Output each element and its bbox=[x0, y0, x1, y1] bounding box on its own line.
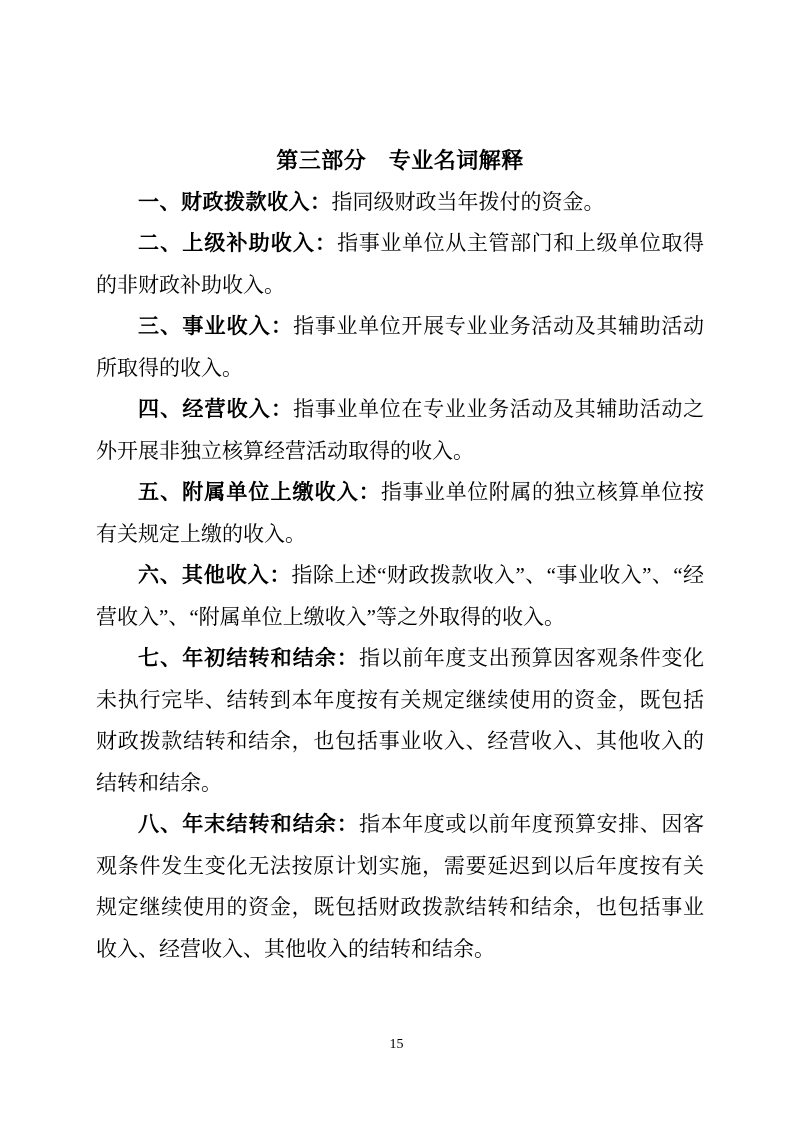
term-definition: 指除上述“财政拨款收入”、“事业收入”、“经营收入”、“附属单位上缴收入”等之外取得的收入。 bbox=[96, 563, 705, 629]
term-label: 一、财政拨款收入： bbox=[138, 190, 332, 214]
definition-paragraph bbox=[96, 389, 704, 472]
document-content bbox=[96, 140, 704, 970]
term-label: 二、上级补助收入： bbox=[138, 232, 338, 255]
page-title: 第三部分 专业名词解释 bbox=[276, 148, 524, 173]
term-definition: 指以前年度支出预算因客观条件变化未执行完毕、结转到本年度按有关规定继续使用的资金，既包括财政拨款结转和结余，也包括事业收入、经营收入、其他收入的结转和结余。 bbox=[96, 646, 704, 795]
term-definition: 指同级财政当年拨付的资金。 bbox=[331, 189, 605, 214]
page-number: 15 bbox=[389, 1037, 404, 1052]
definition-paragraph bbox=[96, 182, 704, 224]
definition-paragraph bbox=[96, 223, 704, 306]
term-label: 八、年末结转和结余： bbox=[138, 813, 359, 836]
term-label: 四、经营收入： bbox=[138, 398, 294, 421]
term-label: 七、年初结转和结余： bbox=[138, 647, 359, 670]
term-definition: 指事业单位在专业业务活动及其辅助活动之外开展非独立核算经营活动取得的收入。 bbox=[96, 397, 705, 463]
term-label: 六、其他收入： bbox=[138, 564, 292, 587]
term-label: 五、附属单位上缴收入： bbox=[138, 481, 381, 504]
term-definition: 指事业单位附属的独立核算单位按有关规定上缴的收入。 bbox=[96, 480, 705, 546]
definition-paragraph bbox=[96, 804, 704, 970]
definition-paragraph bbox=[96, 472, 704, 555]
term-definition: 指事业单位从主管部门和上级单位取得的非财政补助收入。 bbox=[96, 231, 705, 297]
definition-paragraph bbox=[96, 638, 704, 804]
term-definition: 指本年度或以前年度预算安排、因客观条件发生变化无法按原计划实施，需要延迟到以后年度按有关规定继续使用的资金，既包括财政拨款结转和结余，也包括事业收入、经营收入、其他收入的结转和结余。 bbox=[96, 812, 704, 961]
term-definition: 指事业单位开展专业业务活动及其辅助活动所取得的收入。 bbox=[96, 314, 705, 380]
term-label: 三、事业收入： bbox=[138, 315, 294, 338]
definition-paragraph bbox=[96, 555, 704, 638]
definition-paragraph bbox=[96, 306, 704, 389]
